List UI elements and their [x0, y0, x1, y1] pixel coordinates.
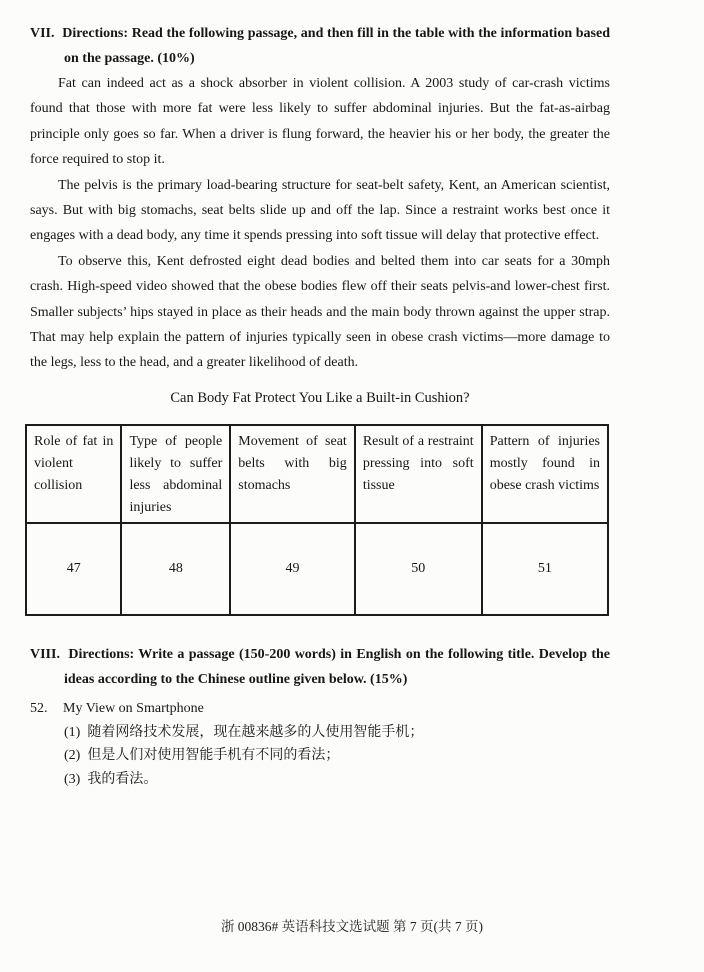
passage-paragraph-3: To observe this, Kent defrosted eight dead bodies and belted them into car seats for a 30mph crash. High-speed video showed that the obese bodies flew off their seats pelvis-and lower-chest first. Smaller subjects’ hips stayed in place as their heads and the main body thrown against the upper strap. That may help explain the pattern of injuries typically seen in obese crash victims—more damage to the legs, less to the head, and a greater likelihood of death.: [30, 253, 610, 371]
outline-point-2-number: (2): [64, 748, 81, 764]
passage-paragraph-1: Fat can indeed act as a shock absorber in violent collision. A 2003 study of car-crash victims found that those with more fat were less likely to suffer abdominal injuries. But the fat-as-airbag principle only goes so far. When a driver is flung forward, the heavier his or her body, the greater the force required to stop it.: [30, 76, 610, 168]
section-viii-number: VIII.: [30, 646, 60, 662]
passage-paragraph-2: The pelvis is the primary load-bearing structure for seat-belt safety, Kent, an American scientist, says. But with big stomachs, seat belts slide up and off the lap. Since a restraint works best once it engages with a dead body, any time it spends pressing into soft tissue will delay that protective effect.: [30, 177, 610, 244]
table-header-4: Result of a restraint pressing into soft tissue: [355, 425, 482, 523]
table-header-2: Type of people likely to suffer less abdominal injuries: [121, 425, 230, 523]
writing-item-title: My View on Smartphone: [63, 700, 204, 716]
table-answer-row: [26, 523, 608, 615]
answer-blank-47: 47: [26, 523, 121, 615]
reading-passage: [30, 71, 610, 376]
outline-point-2: [30, 744, 610, 767]
section-viii: [30, 642, 610, 791]
answer-blank-51: 51: [482, 523, 608, 615]
outline-point-2-text: 但是人们对使用智能手机有不同的看法；: [87, 748, 340, 764]
page-footer: 浙 00836# 英语科技文选试题 第 7 页(共 7 页): [220, 919, 484, 934]
outline-point-1: [30, 721, 610, 744]
section-vii-directions: [30, 21, 610, 71]
answer-blank-48: 48: [121, 523, 230, 615]
outline-point-3: [30, 768, 610, 791]
outline-point-3-number: (3): [64, 771, 81, 787]
section-viii-directions-text: Directions: Write a passage (150-200 words) in English on the following title. Develop the ideas according to the Chinese outline given below. (15%): [64, 646, 611, 687]
section-viii-directions: [30, 642, 610, 692]
table-header-3: Movement of seat belts with big stomachs: [230, 425, 355, 523]
outline-point-1-text: 随着网络技术发展，现在越来越多的人使用智能手机；: [87, 724, 424, 740]
writing-item-number: 52.: [30, 700, 48, 716]
section-vii-number: VII.: [30, 26, 55, 41]
table-title: Can Body Fat Protect You Like a Built-in Cushion?: [170, 389, 470, 406]
answer-blank-49: 49: [230, 523, 355, 615]
fill-in-table: [25, 424, 609, 616]
outline-point-1-number: (1): [64, 724, 81, 740]
outline-point-3-text: 我的看法。: [87, 771, 158, 787]
table-header-1: Role of fat in violent collision: [26, 425, 121, 523]
table-header-5: Pattern of injuries mostly found in obese crash victims: [482, 425, 608, 523]
section-vii: [30, 21, 610, 376]
answer-blank-50: 50: [355, 523, 482, 615]
section-vii-directions-text: Directions: Read the following passage, and then fill in the table with the information based on the passage. (10%): [62, 26, 611, 66]
table-header-row: [26, 425, 608, 523]
writing-item: [30, 697, 610, 721]
